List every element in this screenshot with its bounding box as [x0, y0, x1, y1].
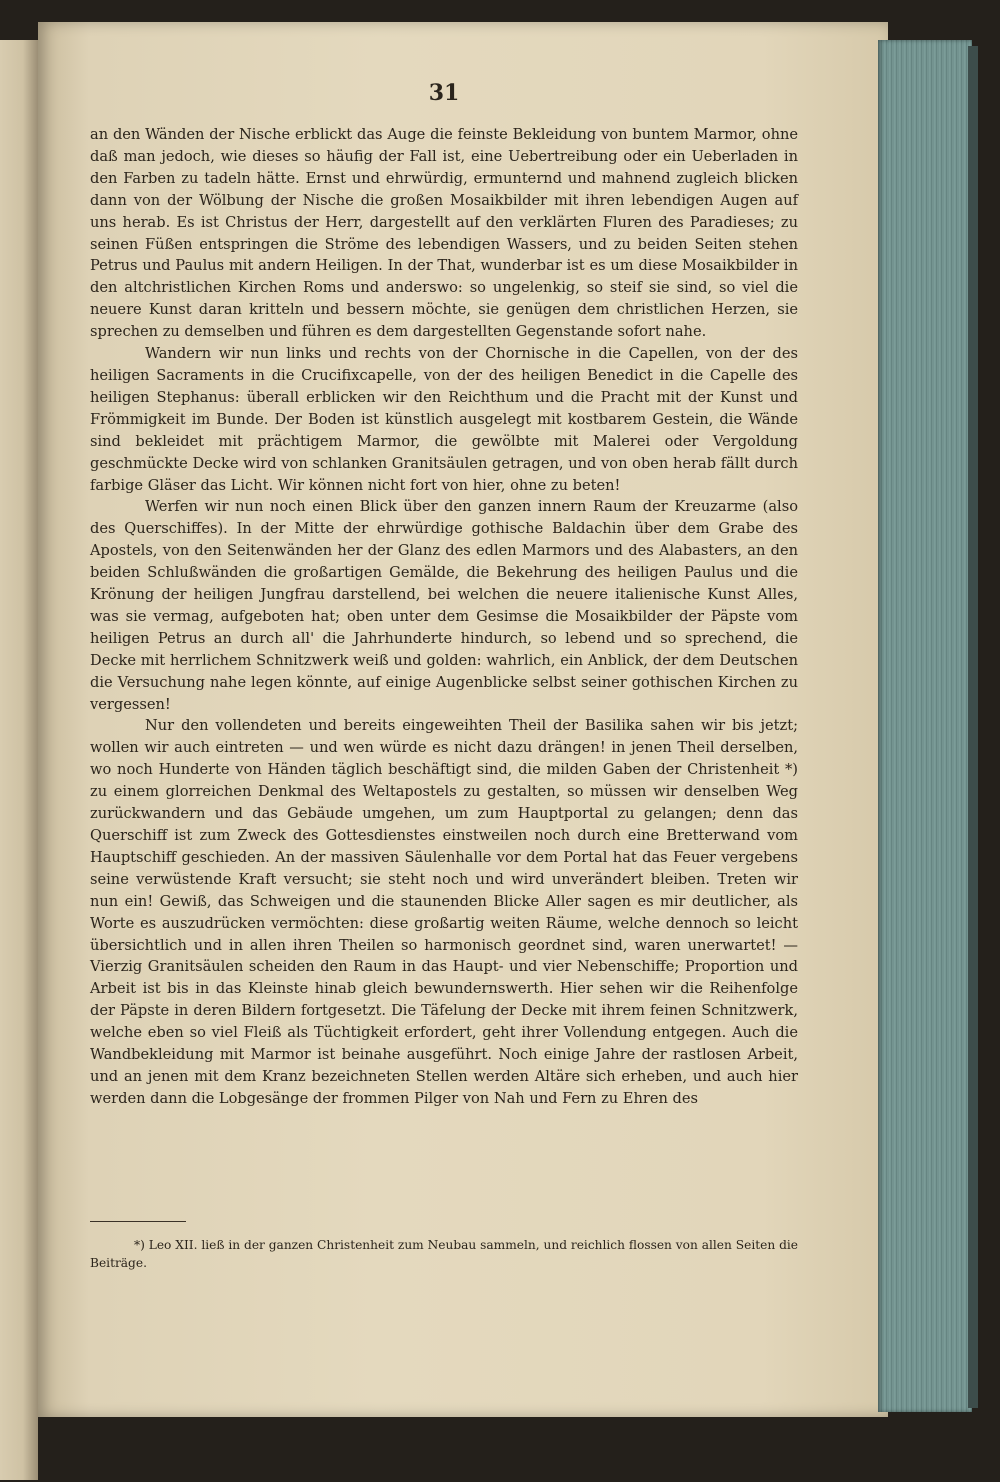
facing-page-edge: [0, 40, 38, 1480]
paragraph: Nur den vollendeten und bereits eingeweihten Theil der Basilika sahen wir bis jetzt; wollen wir auch eintreten — und wen würde es nicht dazu drängen! in jenen Theil derselben, wo noch Hunderte von Händen täglich beschäftigt sind, die milden Gaben der Christenheit *) zu einem glorreichen Denkmal des Weltapostels zu gestalten, so müssen wir denselben Weg zurückwandern und das Gebäude umgehen, um zum Hauptportal zu gelangen; denn das Querschiff ist zum Zweck des Gottesdienstes einstweilen noch durch eine Bretterwand vom Hauptschiff geschieden. An der massiven Säulenhalle vor dem Portal hat das Feuer vergebens seine verwüstende Kraft versucht; sie steht noch und wird unverändert bleiben. Treten wir nun ein! Gewiß, das Schweigen und die staunenden Blicke Aller sagen es mir deutlicher, als Worte es auszudrücken vermöchten: diese großartig weiten Räume, welche dennoch so leicht übersichtlich und in allen ihren Theilen so harmonisch geordnet sind, waren unerwartet! — Vierzig Granitsäulen scheiden den Raum in das Haupt- und vier Nebenschiffe; Proportion und Arbeit ist bis in das Kleinste hinab gleich bewundernswerth. Hier sehen wir die Reihenfolge der Päpste in deren Bildern fortgesetzt. Die Täfelung der Decke mit ihrem feinen Schnitzwerk, welche eben so viel Fleiß als Tüchtigkeit erfordert, geht ihrer Vollendung entgegen. Auch die Wandbekleidung mit Marmor ist beinahe ausgeführt. Noch einige Jahre der rastlosen Arbeit, und an jenen mit dem Kranz bezeichneten Stellen werden Altäre sich erheben, und auch hier werden dann die Lobgesänge der frommen Pilger von Nah und Fern zu Ehren des: [90, 717, 798, 1107]
book-cover-edge: [968, 46, 978, 1408]
paragraph: Werfen wir nun noch einen Blick über den ganzen innern Raum der Kreuzarme (also des Querschiffes). In der Mitte der ehrwürdige gothische Baldachin über dem Grabe des Apostels, von den Seitenwänden her der Glanz des edlen Marmors und des Alabasters, an den beiden Schlußwänden die großartigen Gemälde, die Bekehrung des heiligen Paulus und die Krönung der heiligen Jungfrau darstellend, bei welchen die neuere italienische Kunst Alles, was sie vermag, aufgeboten hat; oben unter dem Gesimse die Mosaikbilder der Päpste vom heiligen Petrus an durch all' die Jahrhunderte hindurch, so lebend und so sprechend, die Decke mit herrlichem Schnitzwerk weiß und golden: wahrlich, ein Anblick, der dem Deutschen die Versuchung nahe legen könnte, auf einige Augenblicke selbst seiner gothischen Kirchen zu vergessen!: [90, 498, 798, 713]
footnote-rule: [90, 1221, 186, 1222]
page-number: 31: [428, 80, 460, 106]
footnote: *) Leo XII. ließ in der ganzen Christenheit zum Neubau sammeln, und reichlich flossen von allen Seiten die Beiträge.: [90, 1238, 798, 1270]
paragraph: Wandern wir nun links und rechts von der Chornische in die Capellen, von der des heiligen Sacraments in die Crucifixcapelle, von der des heiligen Benedict in die Capelle des heiligen Stephanus: überall erblicken wir den Reichthum und die Pracht mit der Kunst und Frömmigkeit im Bunde. Der Boden ist künstlich ausgelegt mit kostbarem Gestein, die Wände sind bekleidet mit prächtigem Marmor, die gewölbte mit Malerei oder Vergoldung geschmückte Decke wird von schlanken Granitsäulen getragen, und von oben herab fällt durch farbige Gläser das Licht. Wir können nicht fort von hier, ohne zu beten!: [90, 345, 798, 494]
page-block-edge: [878, 40, 972, 1412]
paragraph: an den Wänden der Nische erblickt das Auge die feinste Bekleidung von buntem Marmor, ohne daß man jedoch, wie dieses so häufig der Fall ist, eine Uebertreibung oder ein Ueberladen in den Farben zu tadeln hätte. Ernst und ehrwürdig, ermunternd und mahnend zugleich blicken dann von der Wölbung der Nische die großen Mosaikbilder mit ihren lebendigen Augen auf uns herab. Es ist Christus der Herr, dargestellt auf den verklärten Fluren des Paradieses; zu seinen Füßen entspringen die Ströme des lebendigen Wassers, und zu beiden Seiten stehen Petrus und Paulus mit andern Heiligen. In der That, wunderbar ist es um diese Mosaikbilder in den altchristlichen Kirchen Roms und anderswo: so ungelenkig, so steif sie sind, so viel die neuere Kunst daran kritteln und bessern möchte, sie genügen dem christlichen Herzen, sie sprechen zu demselben und führen es dem dargestellten Gegenstande sofort nahe.: [90, 126, 798, 341]
body-text: [90, 124, 798, 1110]
